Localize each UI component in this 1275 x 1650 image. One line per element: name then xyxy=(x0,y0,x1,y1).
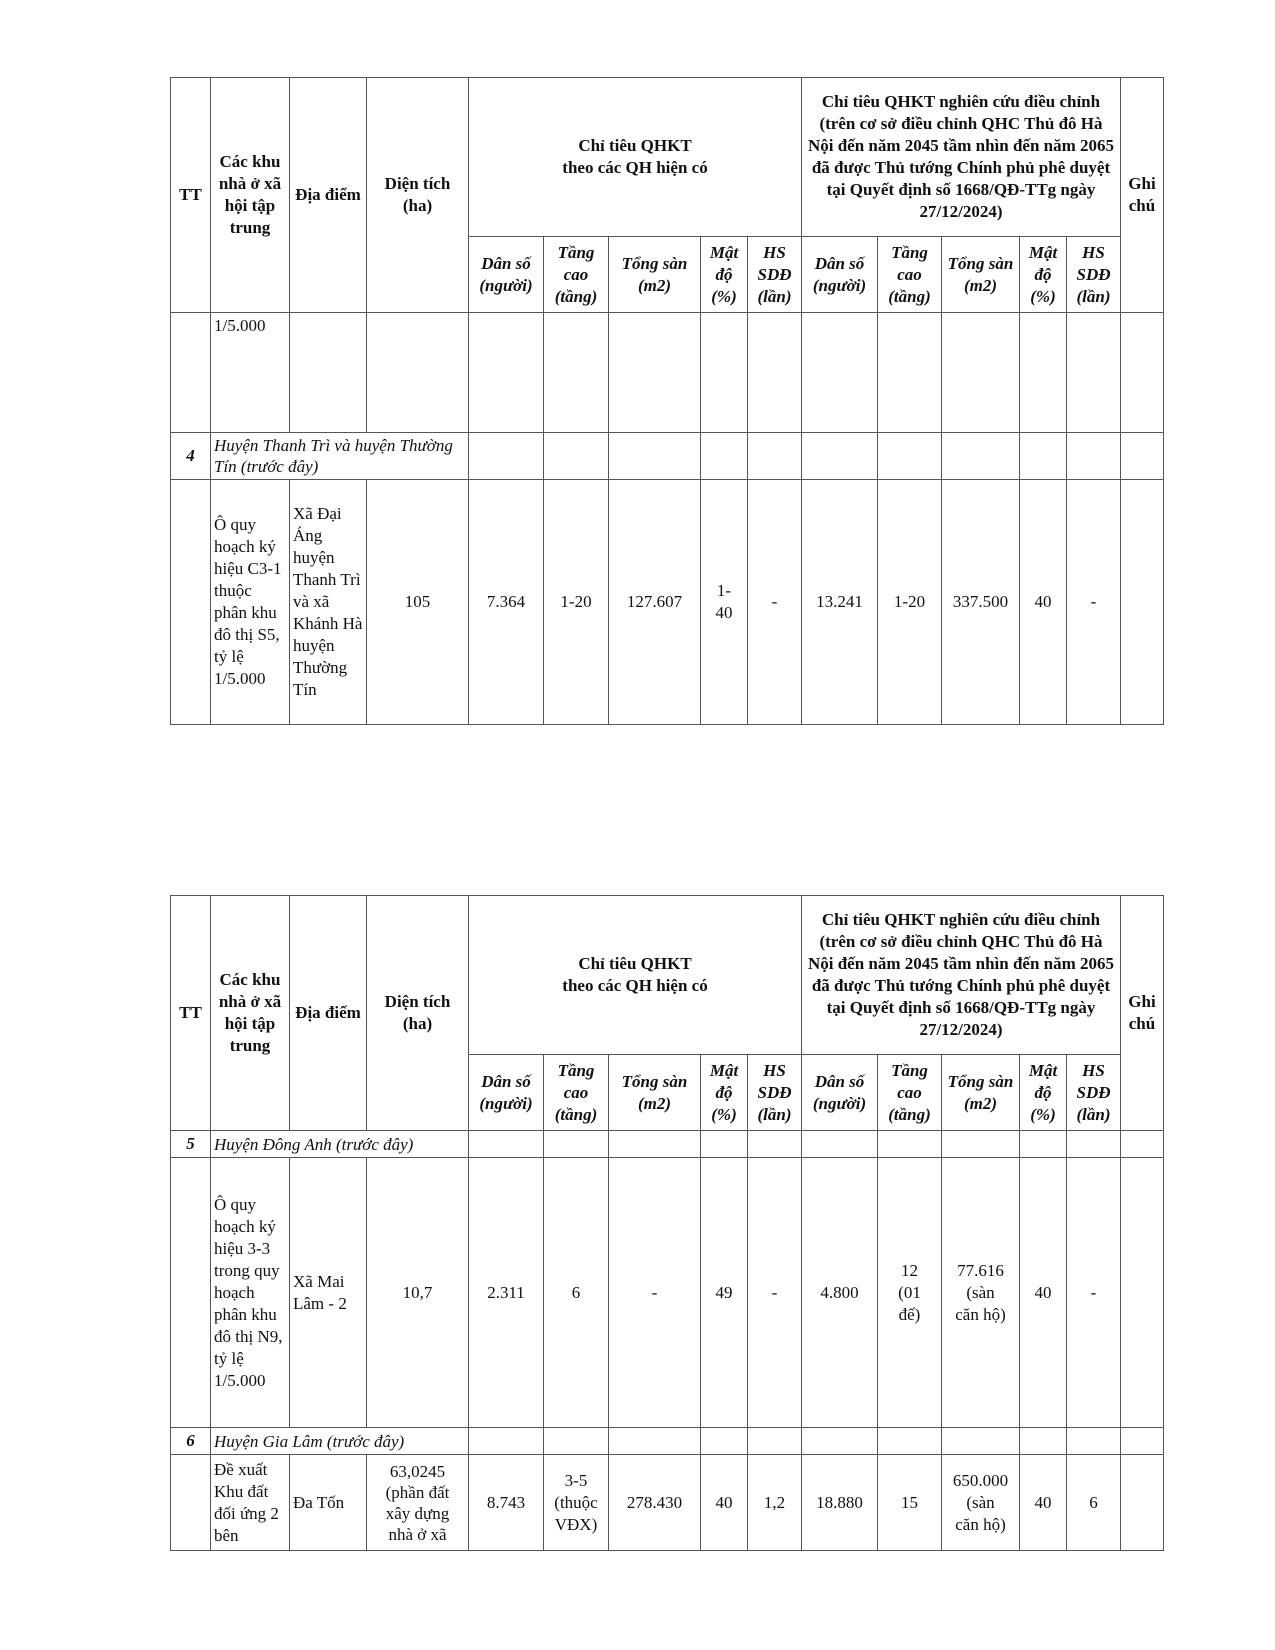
cell-current-floor-area: - xyxy=(609,1158,701,1428)
header-adjusted-pop: Dân số (người) xyxy=(802,1055,878,1131)
header-adjusted-density: Mật độ (%) xyxy=(1020,237,1067,313)
group-label: Huyện Gia Lâm (trước đây) xyxy=(211,1428,469,1455)
group-tt: 4 xyxy=(171,433,211,480)
cell-current-floor-area: 127.607 xyxy=(609,480,701,725)
cell-adjusted-density: 40 xyxy=(1020,1455,1067,1551)
cell-location: Đa Tốn xyxy=(290,1455,367,1551)
cell-current-density: 1- 40 xyxy=(701,480,748,725)
header-area: Diện tích (ha) xyxy=(367,78,469,313)
cell-adjusted-pop: 18.880 xyxy=(802,1455,878,1551)
header-adjusted-floors: Tầng cao (tầng) xyxy=(878,237,942,313)
table-row xyxy=(171,313,1164,433)
header-current-group: Chỉ tiêu QHKT theo các QH hiện có xyxy=(469,896,802,1055)
cell-current-density: 40 xyxy=(701,1455,748,1551)
group-row xyxy=(171,1131,1164,1158)
header-current-far: HS SDĐ (lần) xyxy=(748,237,802,313)
header-name: Các khu nhà ở xã hội tập trung xyxy=(211,78,290,313)
table-2 xyxy=(170,895,1164,1551)
cell-current-density: 49 xyxy=(701,1158,748,1428)
header-name: Các khu nhà ở xã hội tập trung xyxy=(211,896,290,1131)
cell-current-far: - xyxy=(748,480,802,725)
header-current-floors: Tầng cao (tầng) xyxy=(544,237,609,313)
header-location: Địa điểm xyxy=(290,896,367,1131)
group-row xyxy=(171,433,1164,480)
cell-current-far: 1,2 xyxy=(748,1455,802,1551)
cell-adjusted-floors: 1-20 xyxy=(878,480,942,725)
cell-current-floors: 6 xyxy=(544,1158,609,1428)
cell-adjusted-floors: 15 xyxy=(878,1455,942,1551)
header-adjusted-group: Chỉ tiêu QHKT nghiên cứu điều chỉnh (trên cơ sở điều chỉnh QHC Thủ đô Hà Nội đến năm 2045 tầm nhìn đến năm 2065 đã được Thủ tướng Chính phủ phê duyệt tại Quyết định số 1668/QĐ-TTg ngày 27/12/2024) xyxy=(802,896,1121,1055)
cell-area: 63,0245 (phần đất xây dựng nhà ở xã xyxy=(367,1455,469,1551)
group-row xyxy=(171,1428,1164,1455)
header-location: Địa điểm xyxy=(290,78,367,313)
group-tt: 6 xyxy=(171,1428,211,1455)
header-tt: TT xyxy=(171,896,211,1131)
cell-location: Xã Đại Áng huyện Thanh Trì và xã Khánh Hà huyện Thường Tín xyxy=(290,480,367,725)
cell-adjusted-floor-area: 650.000 (sàn căn hộ) xyxy=(942,1455,1020,1551)
table-1 xyxy=(170,77,1164,725)
cell-area: 10,7 xyxy=(367,1158,469,1428)
cell-name: 1/5.000 xyxy=(211,313,290,433)
cell-adjusted-far: - xyxy=(1067,480,1121,725)
cell-adjusted-density: 40 xyxy=(1020,480,1067,725)
header-current-floor-area: Tổng sàn (m2) xyxy=(609,1055,701,1131)
table-row xyxy=(171,1158,1164,1428)
header-current-far: HS SDĐ (lần) xyxy=(748,1055,802,1131)
cell-current-floors: 3-5 (thuộc VĐX) xyxy=(544,1455,609,1551)
header-adjusted-floors: Tầng cao (tầng) xyxy=(878,1055,942,1131)
cell-current-pop: 8.743 xyxy=(469,1455,544,1551)
group-tt: 5 xyxy=(171,1131,211,1158)
header-current-floor-area: Tổng sàn (m2) xyxy=(609,237,701,313)
cell-current-pop: 2.311 xyxy=(469,1158,544,1428)
header-note: Ghi chú xyxy=(1121,896,1164,1131)
header-adjusted-pop: Dân số (người) xyxy=(802,237,878,313)
header-adjusted-density: Mật độ (%) xyxy=(1020,1055,1067,1131)
cell-note xyxy=(1121,1455,1164,1551)
cell-area: 105 xyxy=(367,480,469,725)
header-adjusted-floor-area: Tổng sàn (m2) xyxy=(942,237,1020,313)
cell-adjusted-pop: 13.241 xyxy=(802,480,878,725)
header-adjusted-far: HS SDĐ (lần) xyxy=(1067,237,1121,313)
cell-adjusted-pop: 4.800 xyxy=(802,1158,878,1428)
cell-adjusted-floors: 12 (01 đế) xyxy=(878,1158,942,1428)
cell-adjusted-far: 6 xyxy=(1067,1455,1121,1551)
cell-location: Xã Mai Lâm - 2 xyxy=(290,1158,367,1428)
header-current-density: Mật độ (%) xyxy=(701,1055,748,1131)
group-label: Huyện Đông Anh (trước đây) xyxy=(211,1131,469,1158)
table-row xyxy=(171,480,1164,725)
cell-adjusted-far: - xyxy=(1067,1158,1121,1428)
cell-current-pop: 7.364 xyxy=(469,480,544,725)
cell-adjusted-density: 40 xyxy=(1020,1158,1067,1428)
cell-name: Ô quy hoạch ký hiệu C3-1 thuộc phân khu đô thị S5, tỷ lệ 1/5.000 xyxy=(211,480,290,725)
cell-adjusted-floor-area: 337.500 xyxy=(942,480,1020,725)
header-note: Ghi chú xyxy=(1121,78,1164,313)
header-adjusted-floor-area: Tổng sàn (m2) xyxy=(942,1055,1020,1131)
table-row xyxy=(171,1455,1164,1551)
cell-note xyxy=(1121,480,1164,725)
cell-name: Đề xuất Khu đất đối ứng 2 bên xyxy=(211,1455,290,1551)
header-current-density: Mật độ (%) xyxy=(701,237,748,313)
header-current-pop: Dân số (người) xyxy=(469,237,544,313)
header-current-floors: Tầng cao (tầng) xyxy=(544,1055,609,1131)
cell-current-floors: 1-20 xyxy=(544,480,609,725)
header-adjusted-group: Chỉ tiêu QHKT nghiên cứu điều chỉnh (trên cơ sở điều chỉnh QHC Thủ đô Hà Nội đến năm 2045 tầm nhìn đến năm 2065 đã được Thủ tướng Chính phủ phê duyệt tại Quyết định số 1668/QĐ-TTg ngày 27/12/2024) xyxy=(802,78,1121,237)
cell-name: Ô quy hoạch ký hiệu 3-3 trong quy hoạch phân khu đô thị N9, tỷ lệ 1/5.000 xyxy=(211,1158,290,1428)
cell-note xyxy=(1121,1158,1164,1428)
header-area: Diện tích (ha) xyxy=(367,896,469,1131)
group-label: Huyện Thanh Trì và huyện Thường Tín (trước đây) xyxy=(211,433,469,480)
header-current-group: Chỉ tiêu QHKT theo các QH hiện có xyxy=(469,78,802,237)
cell-current-floor-area: 278.430 xyxy=(609,1455,701,1551)
header-current-pop: Dân số (người) xyxy=(469,1055,544,1131)
cell-current-far: - xyxy=(748,1158,802,1428)
header-adjusted-far: HS SDĐ (lần) xyxy=(1067,1055,1121,1131)
cell-adjusted-floor-area: 77.616 (sàn căn hộ) xyxy=(942,1158,1020,1428)
header-tt: TT xyxy=(171,78,211,313)
